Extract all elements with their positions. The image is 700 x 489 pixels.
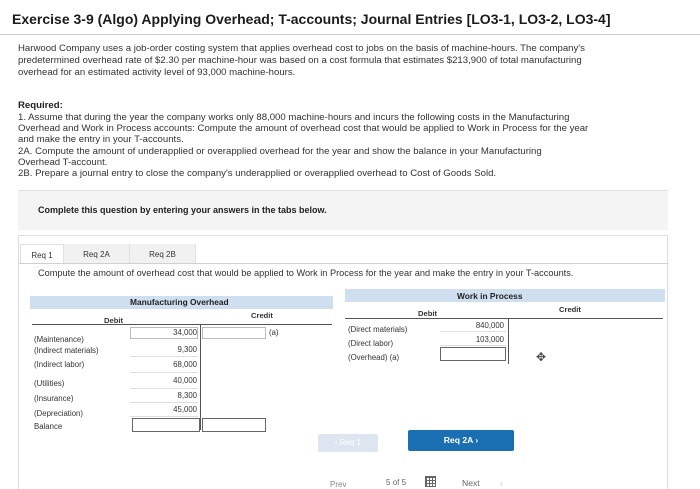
- debit-row-value: 40,000: [173, 376, 197, 385]
- credit-column-header: Credit: [251, 311, 273, 320]
- question-instructions-box: [18, 190, 668, 230]
- required-line: 2B. Prepare a journal entry to close the company's underapplied or overapplied overhead to Cost of Goods Sold.: [18, 168, 497, 180]
- amount-cell-divider: [440, 331, 506, 332]
- move-icon[interactable]: ✥: [536, 350, 547, 364]
- tab-req-2a[interactable]: Req 2A: [64, 244, 130, 264]
- grid-icon[interactable]: [425, 476, 436, 487]
- page-title: Exercise 3-9 (Algo) Applying Overhead; T-accounts; Journal Entries [LO3-1, LO3-2, LO3-4]: [12, 11, 611, 27]
- required-line: Overhead and Work in Process accounts: Compute the amount of overhead cost that would be applied to Work in Process for the year: [18, 123, 589, 135]
- balance-credit-input[interactable]: [202, 418, 266, 432]
- debit-row-value: 103,000: [475, 335, 504, 344]
- debit-row-label: (Utilities): [34, 379, 65, 388]
- page-separator: of: [392, 478, 400, 487]
- problem-intro: [18, 43, 668, 79]
- credit-column-header: Credit: [559, 305, 581, 314]
- amount-cell-divider: [130, 416, 198, 417]
- balance-debit-input[interactable]: [132, 418, 200, 432]
- intro-line: overhead for an estimated activity level of 93,000 machine-hours.: [18, 67, 296, 78]
- amount-cell-divider: [130, 402, 198, 403]
- required-heading: Required:: [18, 100, 63, 111]
- prev-tab-label: Req 1: [339, 438, 362, 447]
- overhead-applied-input[interactable]: [440, 347, 506, 361]
- prev-page-link[interactable]: Prev: [330, 480, 347, 489]
- debit-row-value: 68,000: [173, 360, 197, 369]
- required-line: 1. Assume that during the year the company works only 88,000 machine-hours and incurs the following costs in the Manufacturing: [18, 112, 570, 123]
- t-account-title: Work in Process: [457, 291, 523, 301]
- credit-amount-input[interactable]: [202, 327, 266, 339]
- intro-line: predetermined overhead rate of $2.30 per machine-hour was based on a cost formula that estimates $213,900 of total manufacturing: [18, 55, 582, 66]
- balance-label: Balance: [34, 422, 63, 431]
- debit-row-value: 9,300: [177, 345, 197, 354]
- chevron-left-icon: ‹: [334, 438, 338, 447]
- question-instructions: Complete this question by entering your answers in the tabs below.: [38, 205, 327, 215]
- debit-row-label: (Depreciation): [34, 409, 83, 418]
- t-account-vertical-rule: [200, 324, 201, 430]
- amount-cell-divider: [440, 345, 506, 346]
- credit-row-label: (a): [269, 328, 279, 337]
- page-total: 5: [401, 478, 407, 487]
- amount-cell-divider: [130, 372, 198, 373]
- debit-row-label: (Insurance): [34, 394, 74, 403]
- tab-instruction: Compute the amount of overhead cost that would be applied to Work in Process for the year and make the entry in your T-accounts.: [38, 268, 574, 278]
- t-account-horizontal-rule: [345, 318, 663, 319]
- debit-row-value: 8,300: [177, 391, 197, 400]
- debit-column-header: Debit: [418, 309, 437, 318]
- tab-divider: [19, 263, 668, 264]
- next-tab-button[interactable]: [408, 430, 514, 451]
- page-indicator: [386, 478, 406, 487]
- required-line: 2A. Compute the amount of underapplied or overapplied overhead for the year and show the balance in your Manufacturing: [18, 145, 542, 157]
- t-account-title: Manufacturing Overhead: [130, 297, 229, 307]
- t-account-horizontal-rule: [32, 324, 332, 325]
- next-page-link[interactable]: Next: [462, 478, 480, 488]
- chevron-right-icon: ›: [500, 478, 503, 488]
- next-tab-label: Req 2A: [443, 435, 474, 445]
- debit-row-label: (Overhead) (a): [348, 353, 400, 362]
- debit-row-value: 45,000: [173, 405, 197, 414]
- amount-cell-divider: [130, 388, 198, 389]
- required-line: Overhead T-account.: [18, 156, 108, 168]
- debit-row-label: (Maintenance): [34, 335, 84, 344]
- required-list: [18, 112, 668, 179]
- pagination-footer: [0, 468, 700, 489]
- amount-cell-divider: [130, 356, 198, 357]
- debit-row-label: (Direct materials): [348, 325, 408, 334]
- chevron-right-icon: ›: [475, 435, 479, 445]
- tab-req-1[interactable]: Req 1: [20, 244, 64, 264]
- debit-row-value: 840,000: [475, 321, 504, 330]
- tab-req-2b[interactable]: Req 2B: [130, 244, 196, 264]
- debit-row-label: (Indirect labor): [34, 360, 85, 369]
- prev-tab-button[interactable]: [318, 434, 378, 452]
- debit-column-header: Debit: [104, 316, 123, 325]
- title-divider: [0, 34, 700, 35]
- t-account-vertical-rule: [508, 318, 509, 364]
- page-current: 5: [386, 478, 391, 487]
- required-line: and make the entry in your T-accounts.: [18, 134, 184, 146]
- debit-row-value: 34,000: [173, 328, 197, 337]
- debit-row-label: (Indirect materials): [34, 346, 99, 355]
- debit-row-label: (Direct labor): [348, 339, 394, 348]
- intro-line: Harwood Company uses a job-order costing system that applies overhead cost to jobs on the basis of machine-hours. The company's: [18, 43, 585, 54]
